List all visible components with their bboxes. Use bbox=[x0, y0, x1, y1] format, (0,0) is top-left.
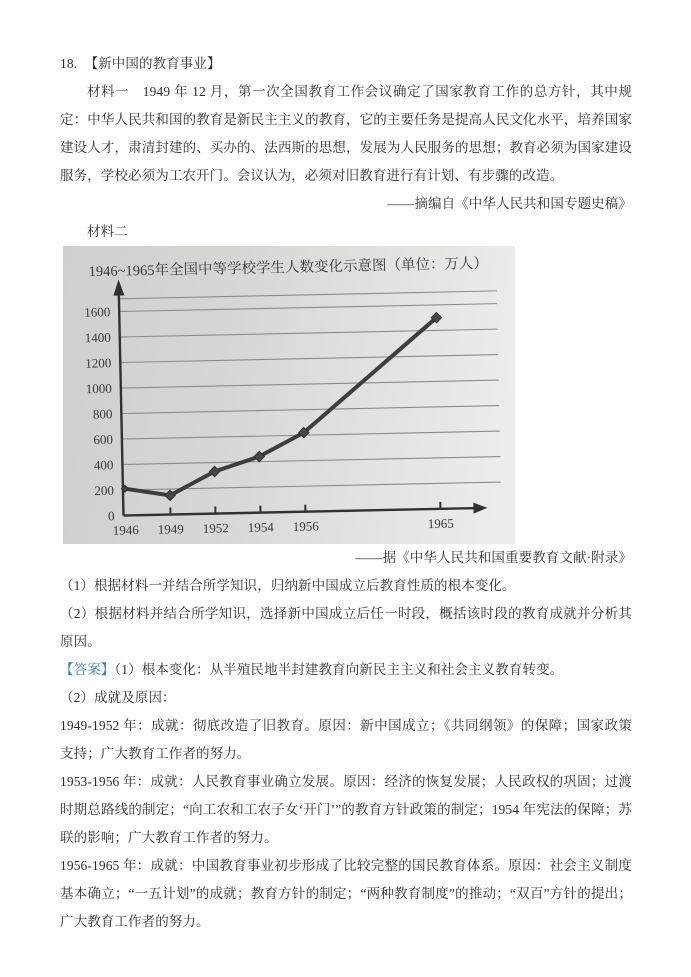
answer-part-1 bbox=[60, 656, 632, 684]
svg-text:1965: 1965 bbox=[427, 515, 454, 532]
answer-period-1949-1952: 1949-1952 年：成就：彻底改造了旧教育。原因：新中国成立；《共同纲领》的保障；国家政策支持；广大教育工作者的努力。 bbox=[60, 718, 632, 761]
svg-text:0: 0 bbox=[107, 508, 115, 524]
svg-text:1600: 1600 bbox=[84, 304, 111, 320]
material-one-label: 材料一 bbox=[87, 84, 130, 99]
question-18-title bbox=[60, 50, 632, 78]
svg-text:600: 600 bbox=[93, 431, 114, 448]
answer-label: 【答案】 bbox=[60, 662, 115, 677]
answer-period-1956-1965: 1956-1965 年：成就：中国教育事业初步形成了比较完整的国民教育体系。原因：社会主义制度基本确立；“一五计划”的成就；教育方针的制定；“两种教育制度”的推动；“双百”方针的提出；广大教育工作者的努力。 bbox=[60, 858, 632, 929]
svg-text:1954: 1954 bbox=[247, 519, 274, 535]
svg-text:1400: 1400 bbox=[84, 329, 111, 346]
line-chart bbox=[60, 241, 518, 548]
material-two-chart-photo bbox=[63, 246, 515, 544]
answer-part-2-heading: （2）成就及原因： bbox=[60, 690, 176, 705]
svg-text:1949: 1949 bbox=[157, 521, 184, 537]
material-one-text: 1949 年 12 月，第一次全国教育工作会议确定了国家教育工作的总方针，其中规定：中华人民共和国的教育是新民主主义的教育，它的主要任务是提高人民文化水平，培养国家建设人才，肃清封建的、买办的、法西斯的思想，发展为人民服务的思想；教育必须为国家建设服务，学校必须为工农开门。会议认为，必须对旧教育进行有计划、有步骤的改造。 bbox=[60, 84, 632, 183]
question-number: 18. bbox=[60, 56, 78, 71]
sub-question-1: （1）根据材料一并结合所学知识，归纳新中国成立后教育性质的根本变化。 bbox=[60, 578, 516, 593]
question-title-text: 【新中国的教育事业】 bbox=[84, 56, 221, 71]
chart-title bbox=[89, 254, 489, 280]
svg-text:1200: 1200 bbox=[85, 355, 112, 371]
chart-series-students bbox=[118, 312, 445, 501]
svg-text:1956: 1956 bbox=[292, 518, 319, 534]
svg-text:400: 400 bbox=[93, 457, 114, 473]
svg-text:200: 200 bbox=[94, 482, 115, 499]
answer-part-1-text: （1）根本变化：从半殖民地半封建教育向新民主主义和社会主义教育转变。 bbox=[114, 662, 564, 677]
svg-text:1952: 1952 bbox=[202, 520, 229, 536]
svg-text:1000: 1000 bbox=[85, 380, 112, 397]
chart-y-axis-labels bbox=[84, 304, 115, 523]
chart-x-axis-labels bbox=[112, 502, 454, 538]
sub-question-2: （2）根据材料并结合所学知识，选择新中国成立后任一时段，概括该时段的教育成就并分析其原因。 bbox=[60, 606, 632, 649]
chart-gridlines bbox=[119, 291, 501, 490]
answer-period-1953-1956: 1953-1956 年：成就：人民教育事业确立发展。原因：经济的恢复发展；人民政权的巩固；过渡时期总路线的制定；“向工农和工农子女‘开门’”的教育方针政策的制定；1954 年宪法的保障；苏联的影响；广大教育工作者的努力。 bbox=[60, 774, 632, 845]
svg-text:1946: 1946 bbox=[112, 522, 139, 538]
material-one-source: ——摘编自《中华人民共和国专题史稿》 bbox=[387, 196, 632, 211]
material-one-paragraph bbox=[60, 78, 632, 190]
material-two-label: 材料二 bbox=[87, 224, 128, 239]
material-two-source: ——据《中华人民共和国重要教育文献·附录》 bbox=[355, 550, 632, 565]
svg-text:800: 800 bbox=[92, 406, 113, 422]
svg-text:1946~1965年全国中等学校学生人数变化示意图（单位：万: 1946~1965年全国中等学校学生人数变化示意图（单位：万人） bbox=[88, 255, 489, 281]
